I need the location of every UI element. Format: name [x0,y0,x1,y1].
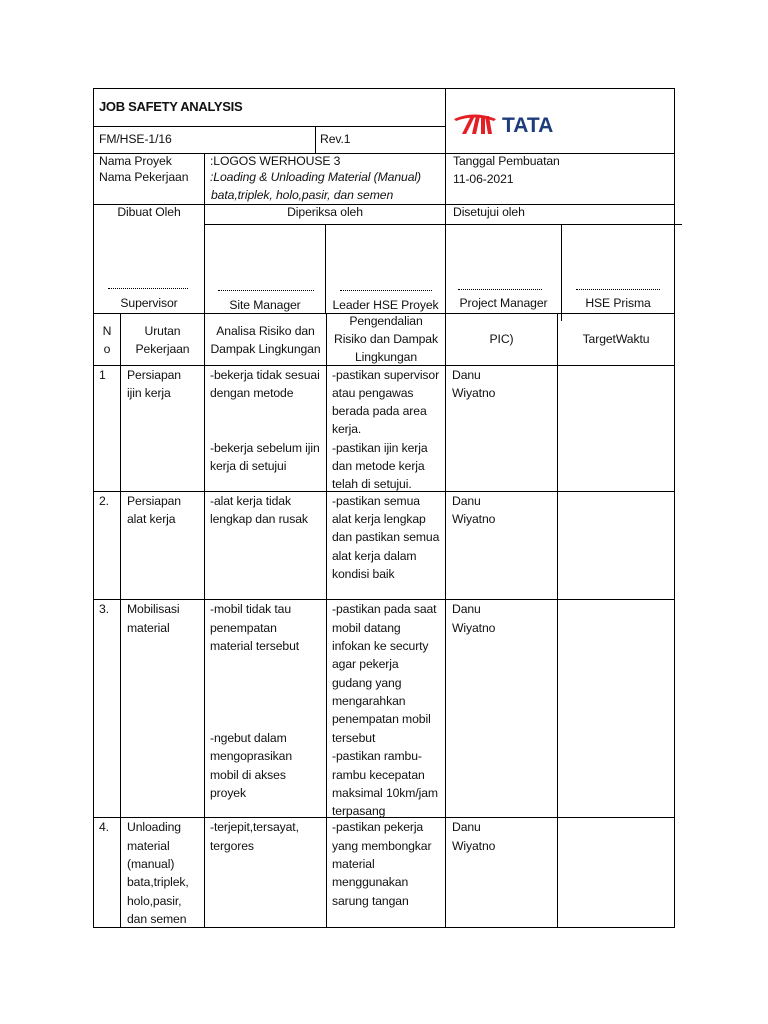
row-3-control: -pastikan rambu- [332,749,422,763]
row-3-risk: -mobil tidak tau [210,602,292,616]
row-1-control: kerja. [332,422,362,436]
row-3-control: rambu kecepatan [332,768,425,782]
col-header-target: TargetWaktu [582,332,650,346]
rule [120,313,121,928]
row-3-control: maksimal 10km/jam [332,786,438,800]
table-border-right [674,88,675,928]
row-2-control: kondisi baik [332,567,395,581]
revision: Rev.1 [320,132,351,146]
rule [557,313,558,928]
job-value-line2: bata,triplek, holo,pasir, dan semen [211,188,394,202]
row-4-control: yang membongkar [332,839,432,853]
col-header-step: Pekerjaan [135,342,190,356]
signature-line-hse-prisma [576,289,660,290]
row-3-risk: -ngebut dalam [210,731,287,745]
row-4-risk: tergores [210,839,254,853]
row-3-risk: penempatan [210,621,277,635]
form-code: FM/HSE-1/16 [99,132,172,146]
row-3-risk: material tersebut [210,639,300,653]
row-4-step: material [127,839,170,853]
row-2-pic: Danu [452,494,481,508]
row-3-pic: Wiyatno [452,621,496,635]
row-4-pic: Wiyatno [452,839,496,853]
row-4-step: dan semen [127,912,187,926]
job-label: Nama Pekerjaan [99,170,189,184]
row-3-control: tersebut [332,731,376,745]
tata-logo [454,112,572,136]
row-3-step: material [127,621,170,635]
rule [204,224,682,225]
tata-logo-mark [481,116,485,134]
row-2-step: alat kerja [127,512,176,526]
signature-line-project-manager [458,289,542,290]
col-header-pic: PIC) [489,332,514,346]
row-4-step: bata,triplek, [127,875,189,889]
rule [204,313,205,928]
signatory-site-manager: Site Manager [229,298,301,312]
row-3-control: agar pekerja [332,657,399,671]
row-3-control: mengarahkan [332,694,406,708]
row-1-step: Persiapan [127,368,181,382]
tata-logo-wordmark: TATA [502,114,554,136]
row-1-step: ijin kerja [127,386,171,400]
row-2-risk: lengkap dan rusak [210,512,308,526]
rule [93,126,445,127]
row-3-risk: mengoprasikan [210,749,293,763]
checked-by-label: Diperiksa oleh [287,205,363,219]
row-1-control: telah di setujui. [332,477,412,491]
col-header-step: Urutan [144,324,181,338]
row-4-control: menggunakan [332,875,409,889]
row-1-risk: -bekerja sebelum ijin [210,441,320,455]
row-1-control: berada pada area [332,404,427,418]
row-2-control: alat kerja lengkap [332,512,426,526]
rule [315,126,316,154]
row-1-control: -pastikan supervisor [332,368,440,382]
project-value: :LOGOS WERHOUSE 3 [210,154,341,168]
row-4-step: holo,pasir, [127,894,182,908]
row-3-control: gudang yang [332,676,402,690]
document-title: JOB SAFETY ANALYSIS [99,99,243,114]
signatory-supervisor: Supervisor [120,296,178,310]
row-3-pic: Danu [452,602,481,616]
row-1-risk: -bekerja tidak sesuai [210,368,320,382]
col-header-control: Pengendalian [349,314,423,328]
signatory-leader-hse: Leader HSE Proyek [332,298,439,312]
row-4-pic: Danu [452,820,481,834]
project-label: Nama Proyek [99,154,172,168]
row-1-risk: dengan metode [210,386,294,400]
row-1-pic: Wiyatno [452,386,496,400]
approved-by-label: Disetujui oleh [453,205,525,219]
date-value: 11-06-2021 [453,172,514,186]
row-2-control: dan pastikan semua [332,530,440,544]
row-2-pic: Wiyatno [452,512,496,526]
row-4-step: Unloading [127,820,181,834]
row-3-control: infokan ke securty [332,639,429,653]
col-header-no: o [103,342,111,356]
rule [326,313,327,928]
col-header-control: Lingkungan [354,350,418,364]
row-2-no: 2. [99,494,109,508]
row-1-no: 1 [99,368,106,382]
row-2-risk: -alat kerja tidak [210,494,291,508]
col-header-risk: Analisa Risiko dan [216,324,315,338]
row-3-no: 3. [99,602,109,616]
row-1-control: dan metode kerja [332,459,425,473]
date-label: Tanggal Pembuatan [453,154,560,168]
signatory-project-manager: Project Manager [459,296,548,310]
row-4-step: (manual) [127,857,175,871]
row-3-risk: proyek [210,786,246,800]
row-2-control: alat kerja dalam [332,549,417,563]
row-4-control: sarung tangan [332,894,409,908]
signature-line-supervisor [108,288,188,289]
signatory-hse-prisma: HSE Prisma [585,296,651,310]
row-3-risk: mobil di akses [210,768,286,782]
row-2-control: -pastikan semua [332,494,420,508]
row-4-no: 4. [99,820,109,834]
signature-line-leader-hse [340,290,432,291]
rule [204,153,205,313]
table-border-top [93,88,675,89]
tata-logo-mark [454,115,496,122]
row-3-control: penempatan mobil [332,712,431,726]
row-2-step: Persiapan [127,494,181,508]
job-value-line1: :Loading & Unloading Material (Manual) [210,170,421,184]
col-header-risk: Dampak Lingkungan [210,342,321,356]
rule [445,88,446,928]
row-4-control: -pastikan pekerja [332,820,424,834]
col-header-no: N [102,324,112,338]
row-4-control: material [332,857,375,871]
row-3-step: Mobilisasi [127,602,180,616]
row-4-risk: -terjepit,tersayat, [210,820,299,834]
row-1-risk: kerja di setujui [210,459,287,473]
row-3-control: terpasang [332,804,386,818]
made-by-label: Dibuat Oleh [117,205,181,219]
col-header-control: Risiko dan Dampak [334,332,438,346]
row-3-control: -pastikan pada saat [332,602,437,616]
row-1-pic: Danu [452,368,481,382]
signature-line-site-manager [218,290,314,291]
row-1-control: atau pengawas [332,386,414,400]
row-3-control: mobil datang [332,621,401,635]
row-1-control: -pastikan ijin kerja [332,441,428,455]
rule [93,153,675,154]
